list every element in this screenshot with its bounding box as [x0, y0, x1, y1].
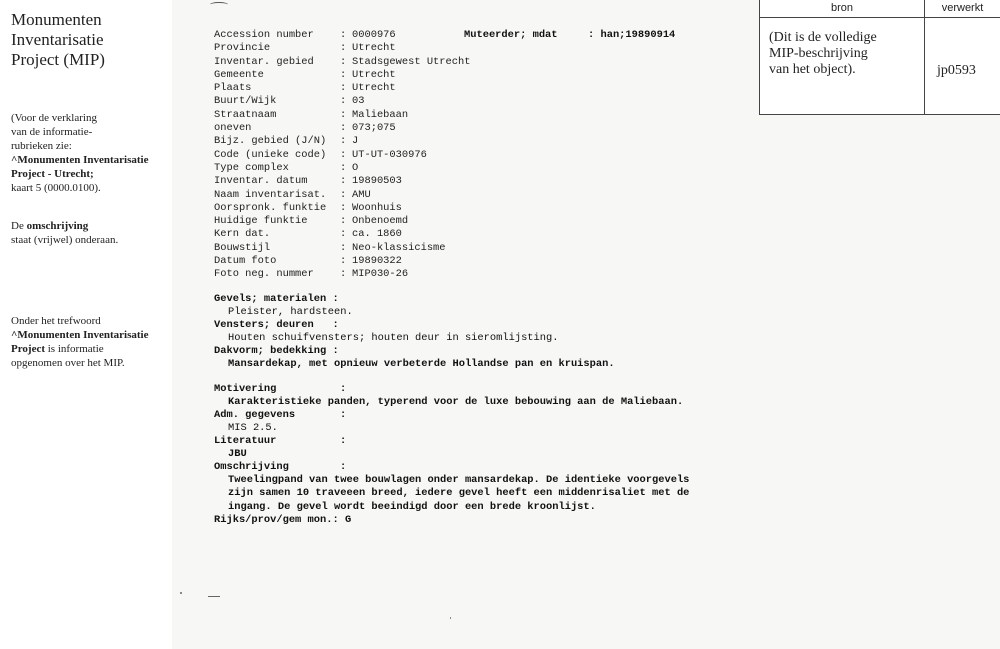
field-row [214, 95, 470, 108]
field-label: Datum foto [214, 255, 277, 268]
link-line[interactable]: Project [11, 343, 45, 355]
mutator-label: Muteerder; mdat [464, 29, 558, 41]
adm-header [214, 409, 346, 422]
mutator-field [464, 29, 675, 42]
field-value: Neo-klassicisme [352, 241, 446, 254]
colon: : [340, 383, 347, 395]
note-line: van de informatie- [11, 126, 93, 138]
link-line[interactable]: ^Monumenten Inventarisatie [11, 329, 149, 341]
gevels-value: Pleister, hardsteen. [228, 306, 353, 318]
field-separator: : [340, 228, 347, 241]
cell-verwerkt: jp0593 [937, 63, 976, 78]
motivering-label: Motivering [214, 383, 277, 395]
field-value: AMU [352, 188, 371, 201]
field-separator: : [340, 255, 347, 268]
field-row [214, 149, 470, 162]
scan-mark [210, 2, 228, 7]
sidebar [0, 0, 172, 649]
note-line: staat (vrijwel) onderaan. [11, 234, 119, 246]
field-separator: : [340, 68, 347, 81]
field-separator: : [340, 241, 347, 254]
field-separator: : [340, 42, 347, 55]
field-separator: : [340, 122, 347, 135]
scanned-document [172, 0, 759, 649]
note-text: De [11, 220, 27, 232]
mutator-value: : han;19890914 [588, 29, 676, 41]
field-label: Accession number [214, 29, 314, 41]
omschrijving-label: Omschrijving [214, 461, 289, 473]
field-row [214, 122, 470, 135]
note-line: (Voor de verklaring [11, 112, 97, 124]
note-line [11, 219, 169, 233]
cell-bron [769, 30, 919, 78]
sidebar-title-line: Project (MIP) [11, 50, 105, 69]
field-value: 19890503 [352, 175, 402, 188]
mip-link[interactable] [11, 328, 169, 342]
field-value: UT-UT-030976 [352, 148, 427, 161]
column-divider [924, 0, 925, 114]
field-separator: : [340, 161, 347, 174]
field-label: Type complex [214, 161, 289, 174]
field-row [214, 268, 470, 281]
field-row [214, 175, 470, 188]
field-value: Stadsgewest Utrecht [352, 55, 471, 68]
scan-speck [180, 592, 182, 594]
field-row [214, 82, 470, 95]
colon: : [340, 435, 347, 447]
header-verwerkt: verwerkt [941, 2, 984, 14]
omschrijving-line: ingang. De gevel wordt beeindigd door een brede kroonlijst. [228, 500, 596, 513]
field-value: ca. 1860 [352, 228, 402, 241]
field-value: Maliebaan [352, 108, 409, 121]
bron-line: MIP-beschrijving [769, 46, 868, 61]
field-row [214, 109, 470, 122]
note-line: Onder het trefwoord [11, 315, 101, 327]
motivering-header [214, 383, 346, 396]
note-line: kaart 5 (0000.0100). [11, 182, 101, 194]
field-value: O [352, 161, 359, 174]
field-row [214, 162, 470, 175]
field-row [214, 202, 470, 215]
omschrijving-line: zijn samen 10 traveeen breed, iedere gevel heeft een middenrisaliet met de [228, 487, 690, 500]
note-line: rubrieken zie: [11, 140, 72, 152]
colon: : [340, 461, 347, 473]
field-row [214, 29, 470, 42]
field-value: J [352, 135, 359, 148]
field-separator: : [340, 201, 347, 214]
field-label: Straatnaam [214, 108, 277, 121]
note-line [11, 342, 169, 356]
literatuur-label: Literatuur [214, 435, 277, 447]
bron-line: (Dit is de volledige [769, 30, 877, 45]
field-separator: : [340, 82, 347, 95]
field-label: Plaats [214, 82, 252, 95]
note-line: opgenomen over het MIP. [11, 357, 125, 369]
field-value: Utrecht [352, 42, 396, 55]
field-label: Buurt/Wijk [214, 95, 277, 108]
field-label: Foto neg. nummer [214, 268, 314, 281]
field-label: Naam inventarisat. [214, 188, 327, 201]
field-value: Onbenoemd [352, 215, 409, 228]
field-separator: : [340, 215, 347, 228]
rijks-field [214, 514, 351, 527]
field-separator: : [340, 135, 347, 148]
field-label: Code (unieke code) [214, 148, 327, 161]
field-row [214, 255, 470, 268]
rijks-value: G [344, 514, 352, 526]
scan-speck [450, 617, 451, 619]
field-label: oneven [214, 122, 252, 135]
adm-label: Adm. gegevens [214, 409, 296, 421]
adm-value: MIS 2.5. [228, 422, 278, 434]
omschrijving-header [214, 461, 346, 474]
link-line[interactable]: Project - Utrecht; [11, 168, 94, 180]
field-value: Woonhuis [352, 201, 402, 214]
field-row [214, 228, 470, 241]
field-list [214, 29, 470, 282]
motivering-value: Karakteristieke panden, typerend voor de luxe bebouwing aan de Maliebaan. [228, 396, 684, 408]
dakvorm-label: Dakvorm; bedekking : [214, 345, 339, 357]
field-value: Utrecht [352, 68, 396, 81]
field-label: Inventar. gebied [214, 55, 314, 68]
field-separator: : [340, 108, 347, 121]
field-row [214, 215, 470, 228]
field-separator: : [340, 188, 347, 201]
scan-margin [759, 115, 1000, 649]
field-value: 073;075 [352, 122, 396, 135]
field-separator: : [340, 95, 347, 108]
mip-utrecht-link[interactable] [11, 153, 169, 181]
scan-speck [208, 596, 220, 597]
field-separator: : [340, 29, 347, 41]
literatuur-value: JBU [228, 448, 247, 460]
field-row [214, 189, 470, 202]
vensters-value: Houten schuifvensters; houten deur in sieromlijsting. [228, 332, 559, 344]
note-bold: omschrijving [26, 220, 89, 232]
sidebar-title [11, 10, 169, 70]
sidebar-title-line: Monumenten [11, 10, 102, 29]
colon: : [340, 409, 347, 421]
field-label: Inventar. datum [214, 175, 308, 188]
field-row [214, 242, 470, 255]
field-row [214, 56, 470, 69]
literatuur-header [214, 435, 346, 448]
sidebar-note-omschrijving [11, 219, 169, 247]
field-row [214, 135, 470, 148]
field-separator: : [340, 268, 347, 281]
rijks-label: Rijks/prov/gem mon.: [214, 514, 339, 526]
header-bron: bron [830, 2, 854, 14]
sidebar-note-legend [11, 111, 169, 195]
dakvorm-value: Mansardekap, met opnieuw verbeterde Hollandse pan en kruispan. [228, 358, 615, 370]
omschrijving-line: Tweelingpand van twee bouwlagen onder mansardekap. De identieke voorgevels [228, 474, 690, 486]
link-line[interactable]: ^Monumenten Inventarisatie [11, 154, 149, 166]
field-row [214, 69, 470, 82]
field-label: Huidige funktie [214, 215, 308, 228]
field-separator: : [340, 175, 347, 188]
field-label: Gemeente [214, 68, 264, 81]
sidebar-note-trefwoord [11, 314, 169, 370]
field-value: 19890322 [352, 255, 402, 268]
field-separator: : [340, 148, 347, 161]
field-value: 03 [352, 95, 365, 108]
field-row [214, 42, 470, 55]
field-label: Kern dat. [214, 228, 271, 241]
note-text: is informatie [45, 343, 104, 355]
sidebar-title-line: Inventarisatie [11, 30, 104, 49]
omschrijving-value [228, 474, 748, 514]
field-separator: : [340, 55, 347, 68]
source-table [759, 0, 1000, 115]
field-label: Bijz. gebied (J/N) [214, 135, 327, 148]
field-label: Oorspronk. funktie [214, 201, 327, 214]
table-header [760, 0, 1000, 18]
field-value: 0000976 [352, 29, 396, 41]
field-label: Provincie [214, 42, 271, 55]
field-value: Utrecht [352, 82, 396, 95]
gevels-label: Gevels; materialen : [214, 293, 339, 305]
bron-line: van het object). [769, 62, 856, 77]
field-label: Bouwstijl [214, 241, 271, 254]
field-value: MIP030-26 [352, 268, 409, 281]
vensters-label: Vensters; deuren : [214, 319, 339, 331]
